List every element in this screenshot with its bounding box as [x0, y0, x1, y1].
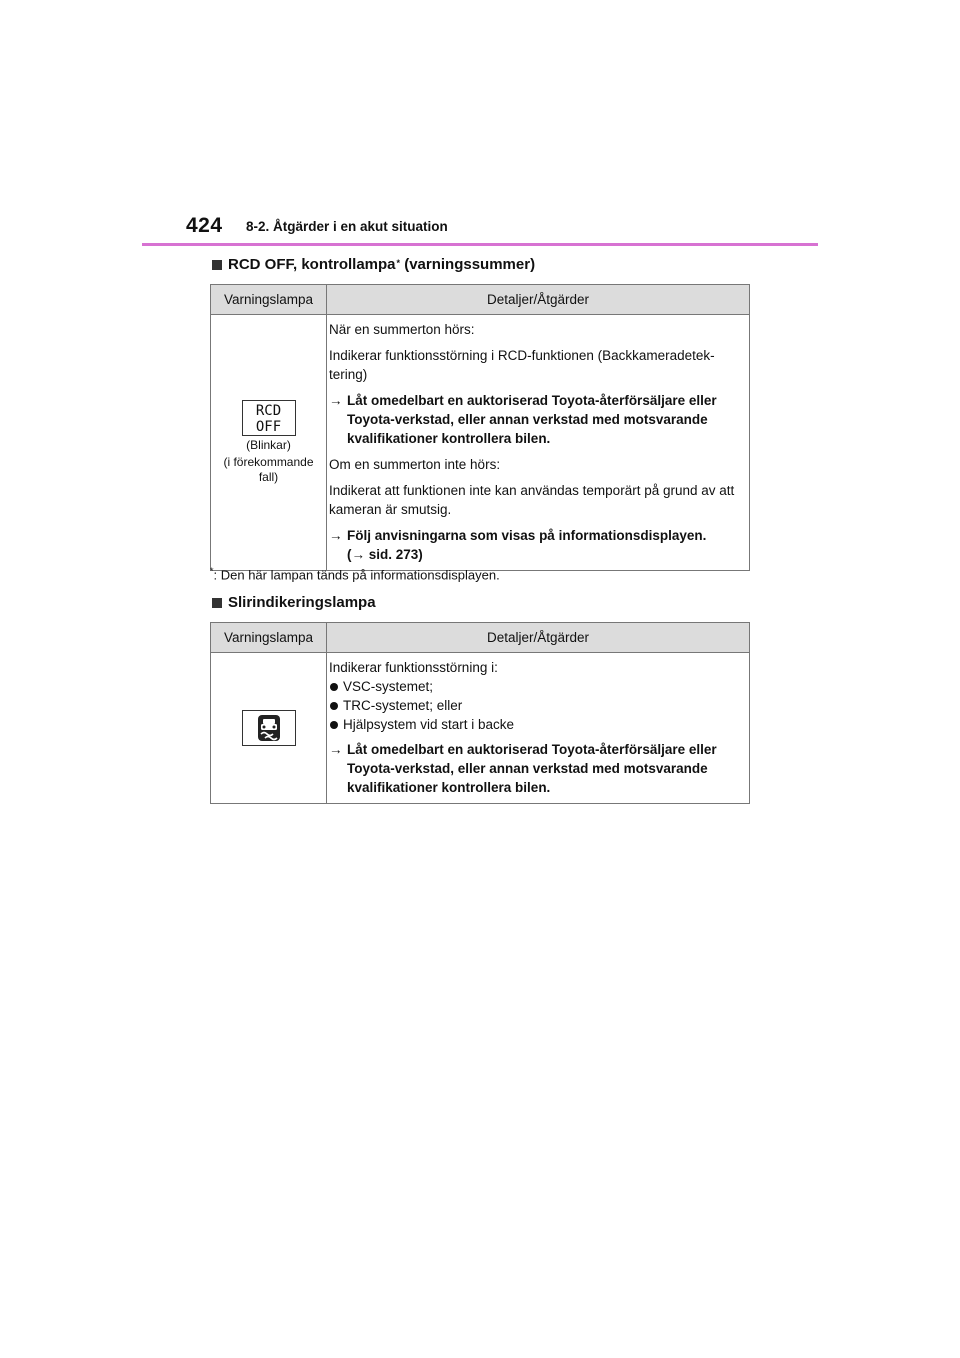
list-item — [329, 677, 741, 696]
section-title-text: Slirindikeringslampa — [228, 594, 376, 611]
footnote-text: : Den här lampan tänds på informationsdisplayen. — [213, 567, 500, 583]
footnote — [210, 566, 500, 582]
intro-text: Indikerar funktionsstörning i: — [329, 660, 498, 675]
action-item — [329, 740, 741, 797]
detail-text: Om en summerton inte hörs: — [329, 457, 501, 472]
arrow-icon: → — [329, 393, 343, 408]
lamp-cell — [211, 653, 327, 804]
square-bullet-icon — [212, 260, 222, 270]
bullet-dot-icon — [330, 721, 338, 729]
details-cell — [327, 653, 750, 804]
icon-caption-if-applicable: (i förekommande fall) — [223, 455, 314, 484]
action-text-block — [347, 526, 706, 564]
header-rule — [142, 243, 818, 246]
lamp-cell — [211, 315, 327, 571]
table-row — [211, 315, 750, 571]
list-item — [329, 696, 741, 715]
action-item — [329, 526, 741, 564]
column-header-details: Detaljer/Åtgärder — [327, 285, 750, 315]
list-item — [329, 715, 741, 734]
slip-indicator-table — [210, 622, 750, 804]
icon-text-line2: OFF — [255, 419, 282, 435]
arrow-icon: → — [329, 528, 343, 543]
detail-text: Indikerar funktionsstörning i RCD-funktionen (Backkameradetek-tering) — [329, 348, 715, 382]
footnote-mark: * — [210, 566, 214, 576]
arrow-icon: → — [329, 742, 343, 757]
bullet-dot-icon — [330, 702, 338, 710]
page-ref-open: ( — [347, 547, 352, 562]
table-header-row — [211, 285, 750, 315]
rcd-off-table — [210, 284, 750, 571]
list-item-text: TRC-systemet; eller — [343, 698, 463, 713]
section-title-suffix: (varningssummer) — [404, 256, 536, 273]
slip-indicator-icon — [242, 710, 296, 746]
rcd-off-icon — [242, 400, 296, 436]
action-text: Låt omedelbart en auktoriserad Toyota-återförsäljare eller Toyota-verkstad, eller annan verkstad med motsvarande kvalifikationer kontrollera bilen. — [347, 742, 717, 795]
list-item-text: VSC-systemet; — [343, 679, 434, 694]
column-header-lamp: Varningslampa — [211, 285, 327, 315]
action-text: Låt omedelbart en auktoriserad Toyota-återförsäljare eller Toyota-verkstad, eller annan verkstad med motsvarande kvalifikationer kontrollera bilen. — [347, 393, 717, 446]
column-header-lamp: Varningslampa — [211, 623, 327, 653]
detail-text: När en summerton hörs: — [329, 322, 475, 337]
icon-caption-blinking: (Blinkar) — [246, 438, 291, 452]
section-title-rcd-off — [212, 256, 535, 273]
arrow-icon: → — [351, 547, 365, 562]
page-ref-link[interactable]: sid. 273) — [368, 547, 423, 562]
table-header-row — [211, 623, 750, 653]
detail-text — [329, 658, 741, 677]
icon-text-line1: RCD — [255, 403, 282, 419]
table-row — [211, 653, 750, 804]
chapter-title: 8-2. Åtgärder i en akut situation — [246, 219, 448, 234]
details-cell — [327, 315, 750, 571]
page-number: 424 — [186, 214, 223, 237]
section-title-text: RCD OFF, kontrollampa — [228, 256, 396, 273]
bullet-dot-icon — [330, 683, 338, 691]
column-header-details: Detaljer/Åtgärder — [327, 623, 750, 653]
action-item — [329, 391, 741, 448]
square-bullet-icon — [212, 598, 222, 608]
footnote-marker: * — [396, 257, 401, 268]
detail-text: Indikerat att funktionen inte kan användas temporärt på grund av att kameran är smutsig. — [329, 483, 735, 517]
action-text: Följ anvisningarna som visas på informationsdisplayen. — [347, 528, 707, 543]
list-item-text: Hjälpsystem vid start i backe — [343, 717, 515, 732]
section-title-slip — [212, 594, 376, 611]
